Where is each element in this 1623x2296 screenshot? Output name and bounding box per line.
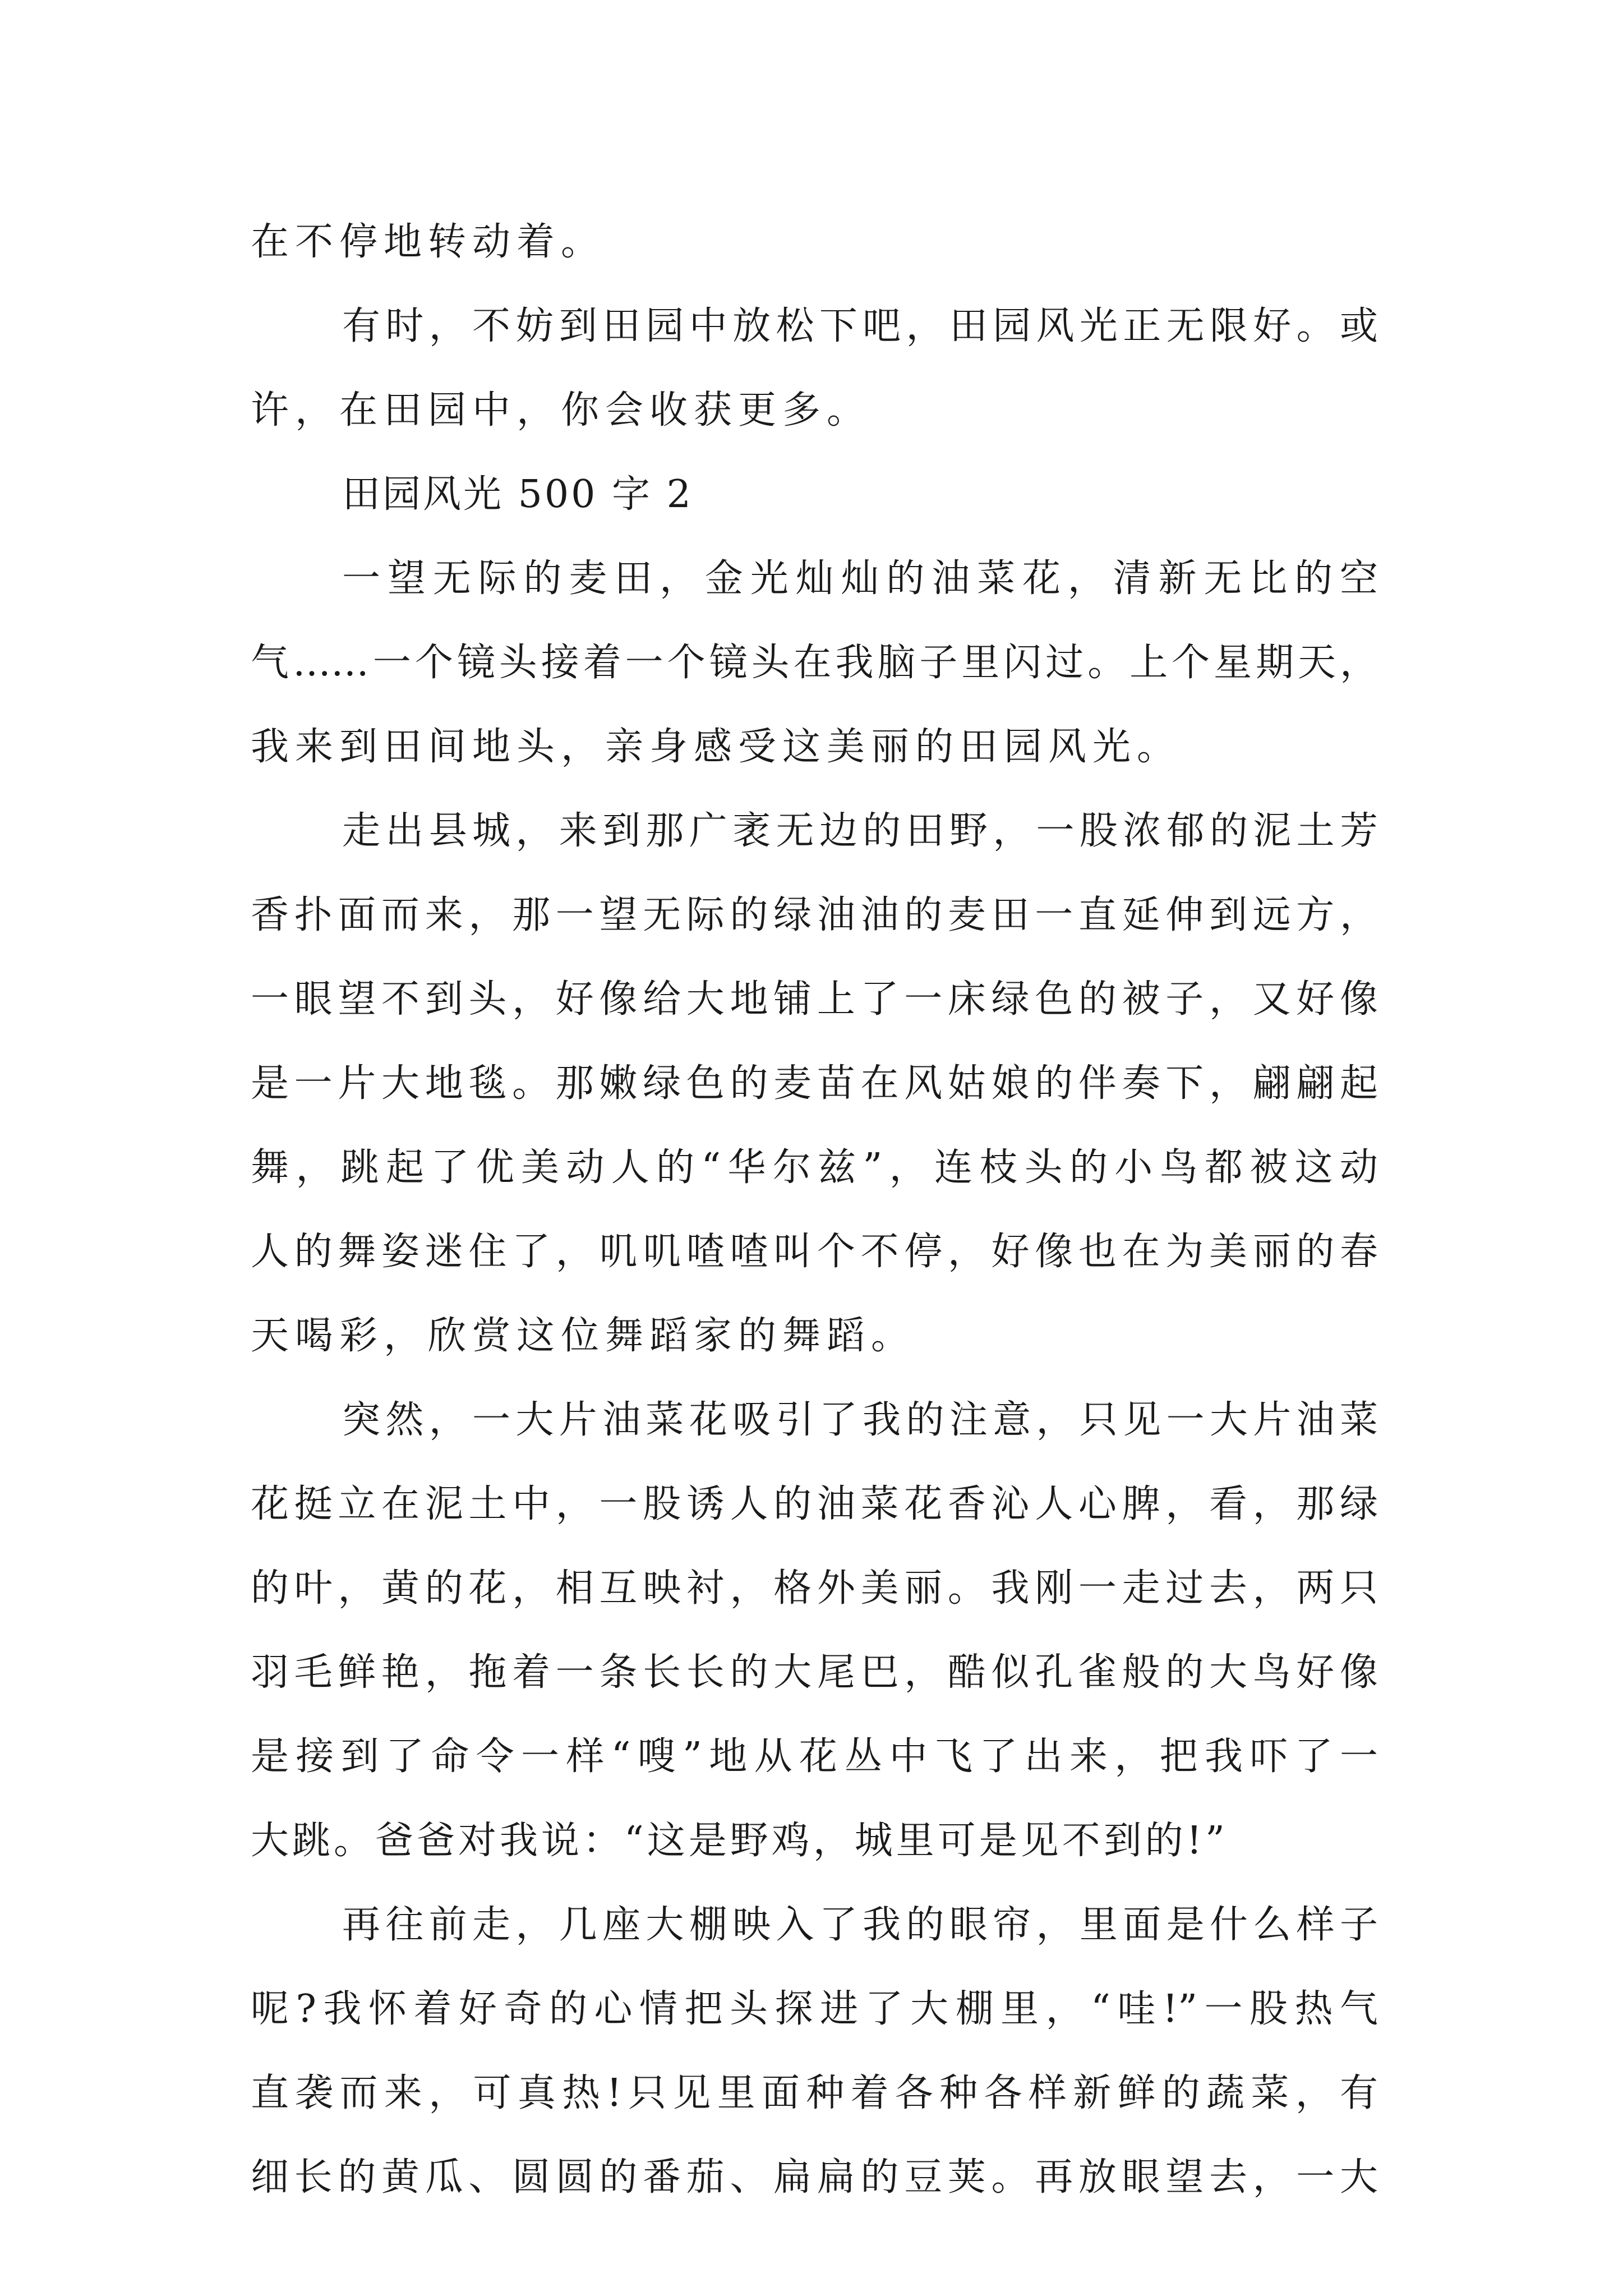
- text-line: 天喝彩，欣赏这位舞蹈家的舞蹈。: [251, 1314, 916, 1358]
- text-line: 许，在田园中，你会收获更多。: [251, 388, 872, 432]
- text-line: 大跳。爸爸对我说：“这是野鸡，城里可是见不到的!”: [251, 1819, 1228, 1863]
- text-line: 羽毛鲜艳，拖着一条长长的大尾巴，酷似孔雀般的大鸟好像: [251, 1650, 1378, 1695]
- text-line: 是接到了命令一样“嗖”地从花丛中飞了出来，把我吓了一: [251, 1734, 1378, 1779]
- text-line: 一望无际的麦田，金光灿灿的油菜花，清新无比的空: [342, 556, 1378, 601]
- text-line: 在不停地转动着。: [251, 220, 606, 264]
- text-line: 舞，跳起了优美动人的“华尔兹”，连枝头的小鸟都被这动: [251, 1145, 1378, 1190]
- text-line: 有时，不妨到田园中放松下吧，田园风光正无限好。或: [342, 304, 1378, 348]
- text-line: 一眼望不到头，好像给大地铺上了一床绿色的被子，又好像: [251, 977, 1378, 1022]
- text-line: 呢?我怀着好奇的心情把头探进了大棚里，“哇!”一股热气: [251, 1987, 1378, 2031]
- text-line: 气……一个镜头接着一个镜头在我脑子里闪过。上个星期天，: [251, 641, 1378, 685]
- text-line: 我来到田间地头，亲身感受这美丽的田园风光。: [251, 725, 1182, 769]
- text-line: 人的舞姿迷住了，叽叽喳喳叫个不停，好像也在为美丽的春: [251, 1230, 1378, 1274]
- text-line: 再往前走，几座大棚映入了我的眼帘，里面是什么样子: [342, 1903, 1378, 1947]
- text-line: 细长的黄瓜、圆圆的番茄、扁扁的豆荚。再放眼望去，一大: [251, 2155, 1378, 2200]
- text-line: 花挺立在泥土中，一股诱人的油菜花香沁人心脾，看，那绿: [251, 1482, 1378, 1526]
- text-line: 的叶，黄的花，相互映衬，格外美丽。我刚一走过去，两只: [251, 1566, 1378, 1611]
- text-line: 走出县城，来到那广袤无边的田野，一股浓郁的泥土芳: [342, 809, 1378, 853]
- text-line: 突然，一大片油菜花吸引了我的注意，只见一大片油菜: [342, 1398, 1378, 1442]
- text-line: 香扑面而来，那一望无际的绿油油的麦田一直延伸到远方，: [251, 893, 1378, 937]
- section-heading: 田园风光 500 字 2: [342, 472, 693, 517]
- text-line: 直袭而来，可真热!只见里面种着各种各样新鲜的蔬菜，有: [251, 2071, 1378, 2115]
- text-line: 是一片大地毯。那嫩绿色的麦苗在风姑娘的伴奏下，翩翩起: [251, 1061, 1378, 1106]
